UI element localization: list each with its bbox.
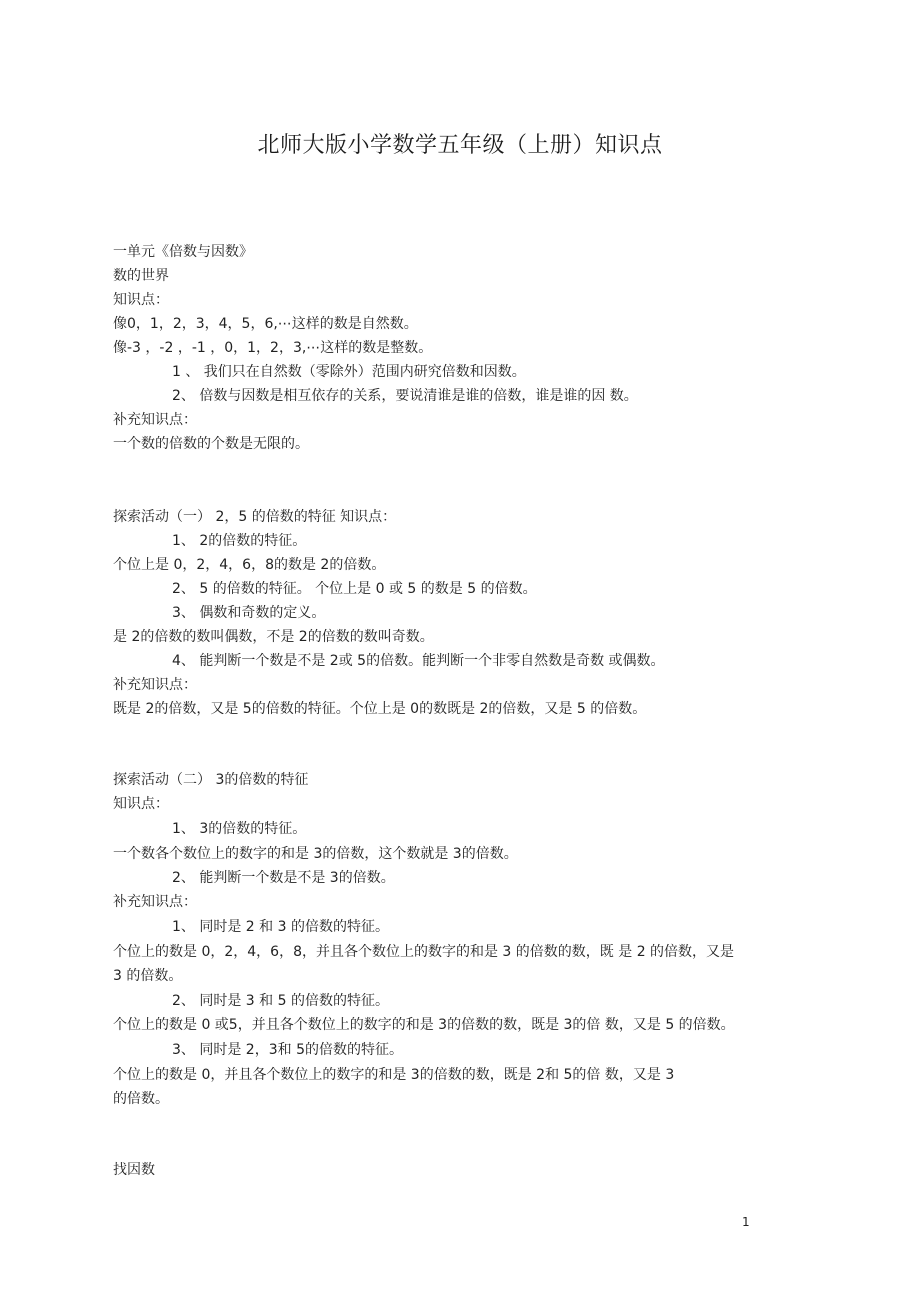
numbered-item: 2、 能判断一个数是不是 3的倍数。 xyxy=(172,870,395,886)
numbered-item: 1、 2的倍数的特征。 xyxy=(172,533,307,549)
numbered-item: 1、 3的倍数的特征。 xyxy=(172,821,307,837)
section-heading: 探索活动（二） 3的倍数的特征 xyxy=(113,772,309,788)
numbered-item: 1 、 我们只在自然数（零除外）范围内研究倍数和因数。 xyxy=(172,364,526,380)
numbered-item: 4、 能判断一个数是不是 2或 5的倍数。能判断一个非零自然数是奇数 或偶数。 xyxy=(172,653,665,669)
text-line: 个位上的数是 0，2，4，6，8，并且各个数位上的数字的和是 3 的倍数的数，既 是 2 的倍数，又是 xyxy=(113,944,735,960)
knowledge-label: 知识点： xyxy=(113,796,169,812)
text-line: 个位上的数是 0，并且各个数位上的数字的和是 3的倍数的数，既是 2和 5的倍 数，又是 3 xyxy=(113,1067,675,1083)
section-heading: 找因数 xyxy=(113,1162,155,1178)
text-line: 一个数的倍数的个数是无限的。 xyxy=(113,436,309,452)
supplement-label: 补充知识点： xyxy=(113,677,197,693)
supplement-label: 补充知识点： xyxy=(113,894,197,910)
section-heading: 探索活动（一） 2，5 的倍数的特征 知识点： xyxy=(113,509,397,525)
text-line: 一个数各个数位上的数字的和是 3的倍数，这个数就是 3的倍数。 xyxy=(113,846,518,862)
text-line: 既是 2的倍数，又是 5的倍数的特征。个位上是 0的数既是 2的倍数，又是 5 的倍数。 xyxy=(113,701,647,717)
text-line: 个位上的数是 0 或5，并且各个数位上的数字的和是 3的倍数的数，既是 3的倍 数，又是 5 的倍数。 xyxy=(113,1017,735,1033)
numbered-item: 1、 同时是 2 和 3 的倍数的特征。 xyxy=(172,919,389,935)
text-line: 像-3 ，-2 ，-1 ，0，1，2，3,⋯这样的数是整数。 xyxy=(113,340,433,356)
numbered-item: 2、 5 的倍数的特征。 个位上是 0 或 5 的数是 5 的倍数。 xyxy=(172,581,537,597)
text-line: 是 2的倍数的数叫偶数，不是 2的倍数的数叫奇数。 xyxy=(113,629,434,645)
text-line: 像0，1，2，3，4，5，6,⋯这样的数是自然数。 xyxy=(113,316,418,332)
numbered-item: 3、 偶数和奇数的定义。 xyxy=(172,605,326,621)
unit-heading: 一单元《倍数与因数》 xyxy=(113,244,253,260)
page-title: 北师大版小学数学五年级（上册）知识点 xyxy=(257,133,663,158)
knowledge-label: 知识点： xyxy=(113,292,169,308)
text-line: 3 的倍数。 xyxy=(113,968,183,984)
supplement-label: 补充知识点： xyxy=(113,412,197,428)
section-heading: 数的世界 xyxy=(113,268,169,284)
numbered-item: 2、 倍数与因数是相互依存的关系，要说清谁是谁的倍数，谁是谁的因 数。 xyxy=(172,388,638,404)
text-line: 个位上是 0，2，4，6，8的数是 2的倍数。 xyxy=(113,557,386,573)
numbered-item: 2、 同时是 3 和 5 的倍数的特征。 xyxy=(172,993,389,1009)
text-line: 的倍数。 xyxy=(113,1091,169,1107)
numbered-item: 3、 同时是 2，3和 5的倍数的特征。 xyxy=(172,1042,403,1058)
page-number: 1 xyxy=(742,1215,750,1229)
